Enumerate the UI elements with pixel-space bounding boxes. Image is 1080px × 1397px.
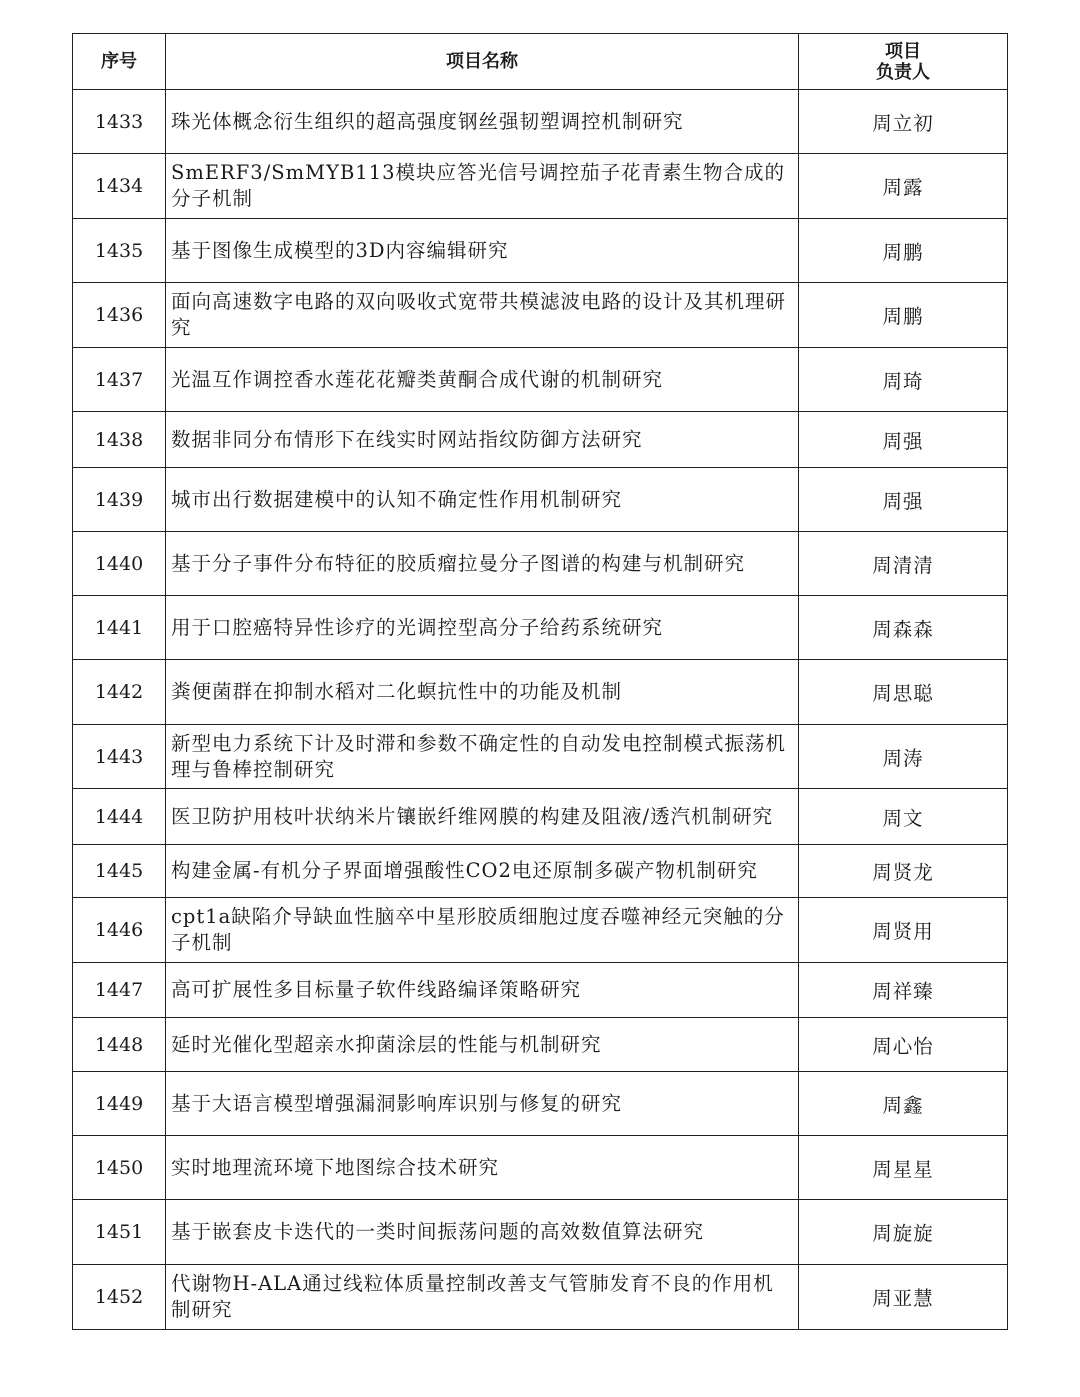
row-number: 1446 bbox=[73, 898, 166, 963]
table-row bbox=[73, 90, 1008, 154]
project-leader: 周旋旋 bbox=[799, 1200, 1008, 1265]
project-leader: 周露 bbox=[799, 154, 1008, 219]
table-row bbox=[73, 725, 1008, 789]
project-name: 光温互作调控香水莲花花瓣类黄酮合成代谢的机制研究 bbox=[166, 348, 799, 412]
header-number: 序号 bbox=[73, 34, 166, 90]
project-name: 城市出行数据建模中的认知不确定性作用机制研究 bbox=[166, 468, 799, 532]
row-number: 1448 bbox=[73, 1018, 166, 1072]
table-row bbox=[73, 1200, 1008, 1265]
row-number: 1439 bbox=[73, 468, 166, 532]
row-number: 1438 bbox=[73, 412, 166, 468]
table-row bbox=[73, 1072, 1008, 1136]
table-row bbox=[73, 963, 1008, 1018]
table-row bbox=[73, 845, 1008, 898]
project-name: 用于口腔癌特异性诊疗的光调控型高分子给药系统研究 bbox=[166, 596, 799, 660]
table-row bbox=[73, 660, 1008, 725]
project-leader: 周琦 bbox=[799, 348, 1008, 412]
project-leader: 周森森 bbox=[799, 596, 1008, 660]
table-row bbox=[73, 1265, 1008, 1330]
project-name: 构建金属-有机分子界面增强酸性CO2电还原制多碳产物机制研究 bbox=[166, 845, 799, 898]
row-number: 1440 bbox=[73, 532, 166, 596]
project-name: 基于大语言模型增强漏洞影响库识别与修复的研究 bbox=[166, 1072, 799, 1136]
project-table bbox=[72, 33, 1008, 1330]
row-number: 1445 bbox=[73, 845, 166, 898]
project-name: 医卫防护用枝叶状纳米片镶嵌纤维网膜的构建及阻液/透汽机制研究 bbox=[166, 789, 799, 845]
table-row bbox=[73, 596, 1008, 660]
header-leader-line2: 负责人 bbox=[876, 61, 930, 83]
project-leader: 周文 bbox=[799, 789, 1008, 845]
row-number: 1447 bbox=[73, 963, 166, 1018]
table-row bbox=[73, 283, 1008, 348]
project-leader: 周鹏 bbox=[799, 219, 1008, 283]
row-number: 1443 bbox=[73, 725, 166, 789]
row-number: 1442 bbox=[73, 660, 166, 725]
project-leader: 周强 bbox=[799, 412, 1008, 468]
row-number: 1435 bbox=[73, 219, 166, 283]
project-leader: 周鹏 bbox=[799, 283, 1008, 348]
project-leader: 周亚慧 bbox=[799, 1265, 1008, 1330]
project-name: 基于嵌套皮卡迭代的一类时间振荡问题的高效数值算法研究 bbox=[166, 1200, 799, 1265]
table-row bbox=[73, 468, 1008, 532]
project-leader: 周祥臻 bbox=[799, 963, 1008, 1018]
project-leader: 周星星 bbox=[799, 1136, 1008, 1200]
project-name: 基于图像生成模型的3D内容编辑研究 bbox=[166, 219, 799, 283]
project-leader: 周清清 bbox=[799, 532, 1008, 596]
project-leader: 周贤龙 bbox=[799, 845, 1008, 898]
row-number: 1436 bbox=[73, 283, 166, 348]
header-leader-line1: 项目 bbox=[885, 40, 921, 62]
project-name: 新型电力系统下计及时滞和参数不确定性的自动发电控制模式振荡机理与鲁棒控制研究 bbox=[166, 725, 799, 789]
header-project-name: 项目名称 bbox=[166, 34, 799, 90]
project-name: cpt1a缺陷介导缺血性脑卒中星形胶质细胞过度吞噬神经元突触的分子机制 bbox=[166, 898, 799, 963]
project-name: 数据非同分布情形下在线实时网站指纹防御方法研究 bbox=[166, 412, 799, 468]
project-name: 高可扩展性多目标量子软件线路编译策略研究 bbox=[166, 963, 799, 1018]
project-name: 粪便菌群在抑制水稻对二化螟抗性中的功能及机制 bbox=[166, 660, 799, 725]
table-row bbox=[73, 789, 1008, 845]
row-number: 1444 bbox=[73, 789, 166, 845]
table-row bbox=[73, 154, 1008, 219]
project-name: 珠光体概念衍生组织的超高强度钢丝强韧塑调控机制研究 bbox=[166, 90, 799, 154]
row-number: 1434 bbox=[73, 154, 166, 219]
table-row bbox=[73, 1136, 1008, 1200]
header-leader bbox=[799, 34, 1008, 90]
row-number: 1441 bbox=[73, 596, 166, 660]
table-row bbox=[73, 219, 1008, 283]
project-leader: 周涛 bbox=[799, 725, 1008, 789]
project-leader: 周立初 bbox=[799, 90, 1008, 154]
table-row bbox=[73, 532, 1008, 596]
row-number: 1452 bbox=[73, 1265, 166, 1330]
row-number: 1437 bbox=[73, 348, 166, 412]
project-name: 面向高速数字电路的双向吸收式宽带共模滤波电路的设计及其机理研究 bbox=[166, 283, 799, 348]
table-row bbox=[73, 348, 1008, 412]
project-leader: 周鑫 bbox=[799, 1072, 1008, 1136]
project-name: 实时地理流环境下地图综合技术研究 bbox=[166, 1136, 799, 1200]
row-number: 1451 bbox=[73, 1200, 166, 1265]
project-name: SmERF3/SmMYB113模块应答光信号调控茄子花青素生物合成的分子机制 bbox=[166, 154, 799, 219]
project-name: 基于分子事件分布特征的胶质瘤拉曼分子图谱的构建与机制研究 bbox=[166, 532, 799, 596]
header-row bbox=[73, 34, 1008, 90]
row-number: 1433 bbox=[73, 90, 166, 154]
project-name: 延时光催化型超亲水抑菌涂层的性能与机制研究 bbox=[166, 1018, 799, 1072]
row-number: 1450 bbox=[73, 1136, 166, 1200]
table-row bbox=[73, 898, 1008, 963]
project-leader: 周强 bbox=[799, 468, 1008, 532]
project-leader: 周思聪 bbox=[799, 660, 1008, 725]
row-number: 1449 bbox=[73, 1072, 166, 1136]
project-leader: 周心怡 bbox=[799, 1018, 1008, 1072]
table-row bbox=[73, 412, 1008, 468]
table-row bbox=[73, 1018, 1008, 1072]
project-leader: 周贤用 bbox=[799, 898, 1008, 963]
project-name: 代谢物H-ALA通过线粒体质量控制改善支气管肺发育不良的作用机制研究 bbox=[166, 1265, 799, 1330]
